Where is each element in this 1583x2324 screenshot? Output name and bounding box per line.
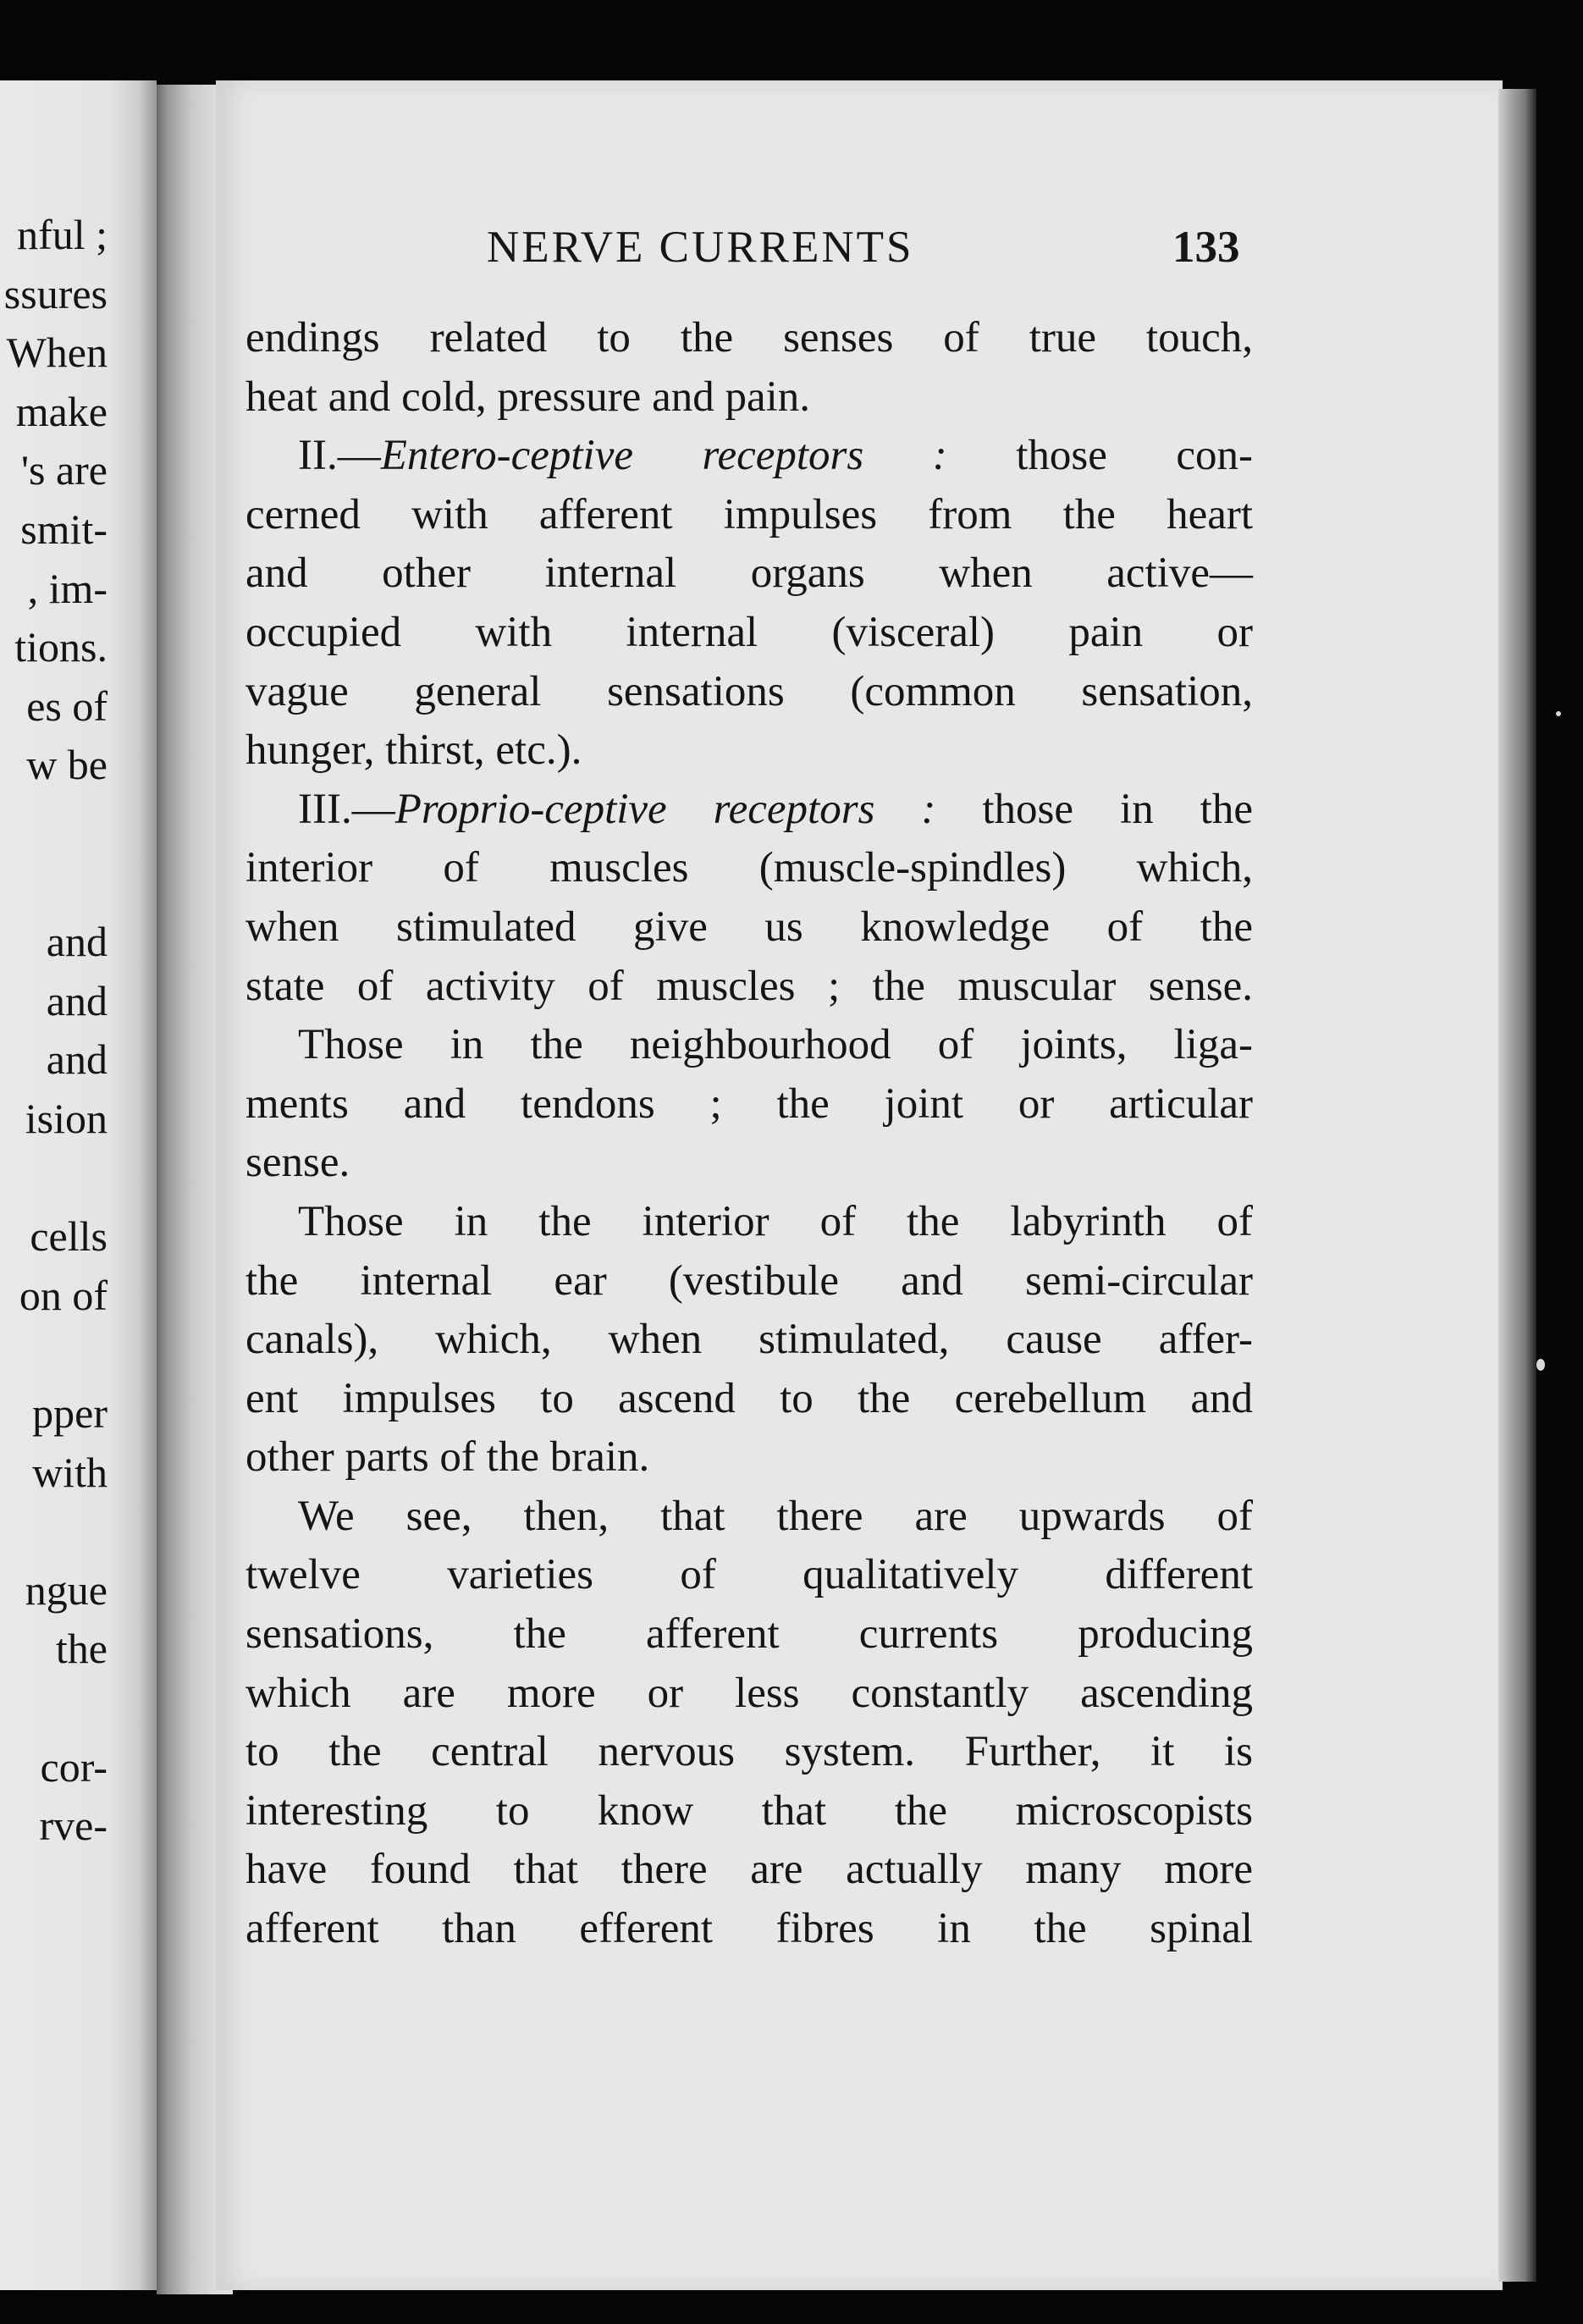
facing-page-text: tions. xyxy=(14,623,108,671)
text-line: vague general sensations (common sensation, xyxy=(245,667,1253,715)
text-line: sensations, the afferent currents producing xyxy=(245,1610,1253,1659)
text-line: endings related to the senses of true touch, xyxy=(245,314,1253,362)
facing-page-text: cor- xyxy=(40,1742,108,1791)
italic-term: Proprio-ceptive receptors : xyxy=(394,785,936,833)
text-line: heat and cold, pressure and pain. xyxy=(245,373,811,421)
facing-page-fragment xyxy=(0,80,157,2290)
facing-page-text: on of xyxy=(19,1271,108,1319)
facing-page-text: ssures xyxy=(3,269,108,317)
text-line: other parts of the brain. xyxy=(245,1433,650,1482)
page-number: 133 xyxy=(1172,223,1240,272)
text-line: Those in the interior of the labyrinth of xyxy=(298,1197,1253,1245)
text-line: afferent than efferent fibres in the spinal xyxy=(245,1905,1253,1953)
scan-speck xyxy=(1536,1359,1545,1371)
text-line: sense. xyxy=(245,1139,350,1187)
text-line: hunger, thirst, etc.). xyxy=(245,726,582,775)
line-suffix: those in the xyxy=(935,785,1253,833)
facing-page-text: with xyxy=(32,1448,108,1496)
facing-page-text: smit- xyxy=(20,505,108,553)
facing-page-text: When xyxy=(6,328,108,377)
line-prefix: III.— xyxy=(298,785,395,833)
text-line: We see, then, that there are upwards of xyxy=(298,1492,1253,1540)
body-text xyxy=(245,309,1253,1959)
facing-page-text: pper xyxy=(32,1389,108,1437)
scan-speck xyxy=(1556,711,1561,716)
facing-page-text: and xyxy=(46,918,108,966)
text-line: interesting to know that the microscopists xyxy=(245,1786,1253,1835)
text-line: when stimulated give us knowledge of the xyxy=(245,903,1253,951)
facing-page-text: the xyxy=(55,1625,108,1673)
text-line: to the central nervous system. Further, it is xyxy=(245,1728,1253,1776)
text-line xyxy=(245,781,1253,840)
line-suffix: those con- xyxy=(946,432,1253,480)
text-line: have found that there are actually many more xyxy=(245,1846,1253,1894)
page-edge xyxy=(1498,89,1536,2282)
text-line: the internal ear (vestibule and semi-circular xyxy=(245,1256,1253,1305)
line-prefix: II.— xyxy=(298,432,381,480)
facing-page-text: es of xyxy=(26,682,108,730)
facing-page-text: cells xyxy=(30,1212,108,1261)
text-line: ments and tendons ; the joint or articular xyxy=(245,1079,1253,1128)
text-line: occupied with internal (visceral) pain or xyxy=(245,608,1253,656)
italic-term: Entero-ceptive receptors : xyxy=(380,432,947,480)
text-line: which are more or less constantly ascending xyxy=(245,1669,1253,1717)
facing-page-text: , im- xyxy=(27,564,108,612)
text-line: interior of muscles (muscle-spindles) which, xyxy=(245,844,1253,892)
facing-page-text: w be xyxy=(26,741,108,789)
facing-page-text: nful ; xyxy=(17,211,108,258)
text-line: state of activity of muscles ; the muscular sense. xyxy=(245,962,1253,1010)
text-line: twelve varieties of qualitatively different xyxy=(245,1551,1253,1599)
facing-page-text: ision xyxy=(25,1095,108,1142)
facing-page-text: ngue xyxy=(25,1565,108,1614)
text-line: ent impulses to ascend to the cerebellum and xyxy=(245,1374,1253,1422)
text-line: cerned with afferent impulses from the heart xyxy=(245,490,1253,538)
text-line xyxy=(245,427,1253,486)
text-line: canals), which, when stimulated, cause affer- xyxy=(245,1316,1253,1364)
facing-page-text: and xyxy=(46,976,108,1024)
facing-page-text: and xyxy=(46,1035,108,1084)
text-line: Those in the neighbourhood of joints, liga- xyxy=(298,1021,1253,1069)
facing-page-text: make xyxy=(15,387,108,435)
text-line: and other internal organs when active— xyxy=(245,549,1253,598)
facing-page-text: 's are xyxy=(20,446,108,494)
facing-page-text: rve- xyxy=(39,1802,108,1850)
running-head: NERVE CURRENTS xyxy=(487,223,914,272)
